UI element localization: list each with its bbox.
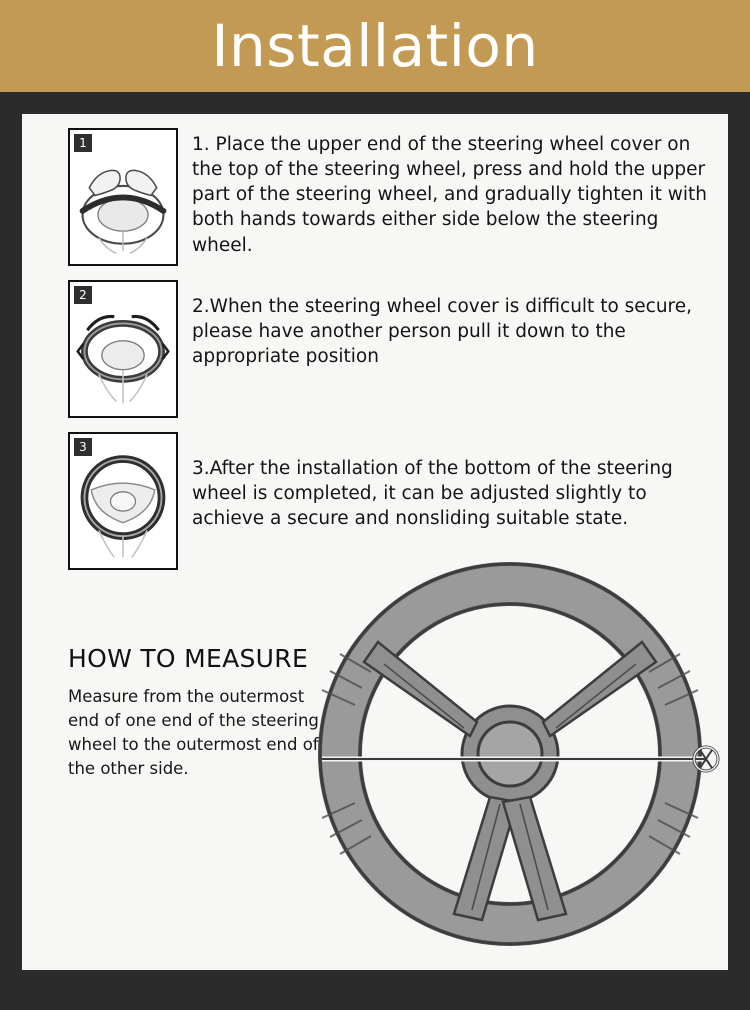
- step-number-badge: 2: [74, 286, 92, 304]
- header-band: [0, 0, 750, 92]
- step-text: 1. Place the upper end of the steering wheel cover on the top of the steering wheel, press and hold the upper part of the steering wheel, and gradually tighten it with both hands towards either side below the steering wheel.: [192, 134, 707, 256]
- steering-wheel-diameter-diagram: [314, 554, 726, 954]
- step-thumbnail: [68, 280, 178, 418]
- step-number-badge: 1: [74, 134, 92, 152]
- measure-body: Measure from the outermost end of one end of the steering wheel to the outermost end of the other side.: [68, 687, 319, 778]
- step-text: 3.After the installation of the bottom of the steering wheel is completed, it can be adjusted slightly to achieve a secure and nonsliding suitable state.: [192, 458, 673, 530]
- step-thumbnail: [68, 432, 178, 570]
- list-item: [22, 128, 728, 266]
- steps-list: [22, 128, 728, 584]
- step-text: 2.When the steering wheel cover is difficult to secure, please have another person pull it down to the appropriate position: [192, 296, 693, 368]
- list-item: [22, 432, 728, 570]
- step-thumbnail: [68, 128, 178, 266]
- list-item: [22, 280, 728, 418]
- content-card: [22, 114, 728, 970]
- step-number-badge: 3: [74, 438, 92, 456]
- measure-title: HOW TO MEASURE: [68, 644, 309, 673]
- page-title: Installation: [211, 12, 539, 80]
- dark-frame: [0, 92, 750, 1010]
